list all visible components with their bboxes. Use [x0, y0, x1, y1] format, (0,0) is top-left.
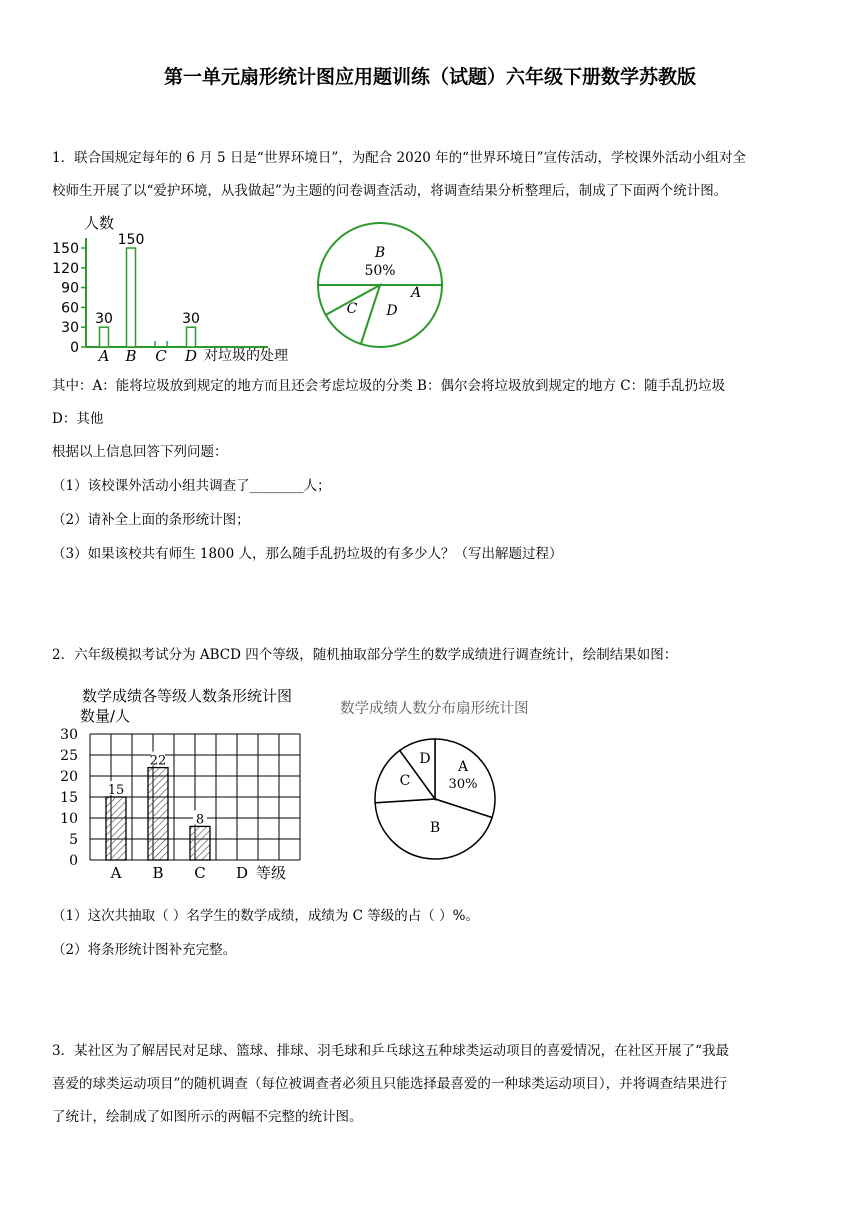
q3-text-line-3: 了统计，绘制成了如图所示的两幅不完整的统计图。 [52, 1109, 363, 1125]
chart1-ytick-label: 150 [52, 241, 79, 257]
chart3-category-A: A [110, 864, 122, 882]
q2-sub-question-2: （2）将条形统计图补充完整。 [52, 942, 237, 958]
chart4-percent-A: 30% [448, 777, 478, 792]
q1-text-line-1: 1．联合国规定每年的 6 月 5 日是“世界环境日”，为配合 2020 年的“世界环境日”宣传活动，学校课外活动小组对全 [52, 150, 746, 166]
chart4-label-A: A [457, 759, 469, 775]
chart3-ytick-label: 0 [69, 853, 78, 869]
q2-bar-chart [60, 683, 310, 883]
chart3-value-label-C: 8 [195, 812, 205, 828]
chart1-bar-A [100, 327, 109, 347]
chart1-value-label-A: 30 [95, 311, 113, 328]
document-title: 第一单元扇形统计图应用题训练（试题）六年级下册数学苏教版 [163, 66, 696, 88]
chart1-ytick-label: 90 [61, 280, 79, 297]
chart3-ytick-label: 10 [60, 811, 78, 827]
chart4-label-C: C [399, 773, 411, 789]
chart1-ytick-label: 120 [52, 260, 79, 277]
q2-pie-chart [330, 695, 550, 865]
chart3-value-label-B: 22 [149, 753, 167, 769]
chart1-ytick-label: 60 [61, 300, 79, 317]
chart4-title: 数学成绩人数分布扇形统计图 [340, 701, 529, 717]
chart3-ytick-label: 30 [60, 727, 78, 743]
q1-sub-question-3: （3）如果该校共有师生 1800 人，那么随手乱扔垃圾的有多少人？（写出解题过程） [52, 546, 563, 562]
chart3-bar-C [190, 826, 210, 860]
chart1-category-C: C [155, 347, 167, 365]
chart3-xlabel: 等级 [256, 864, 287, 882]
chart1-xlabel: 对垃圾的处理 [204, 348, 288, 364]
chart1-bar-D [187, 327, 196, 347]
chart2-percent-B: 50% [364, 263, 396, 279]
chart1-category-D: D [184, 347, 198, 365]
chart2-label-A: A [410, 285, 422, 301]
chart2-label-D: D [386, 303, 398, 319]
q2-sub-question-1: （1）这次共抽取（ ）名学生的数学成绩，成绩为 C 等级的占（ ）%。 [52, 908, 479, 924]
q3-text-line-1: 3．某社区为了解居民对足球、篮球、排球、羽毛球和乒乓球这五种球类运动项目的喜爱情况，在社区开展了“我最 [52, 1043, 729, 1059]
chart3-ylabel: 数量/人 [80, 707, 131, 725]
chart3-ytick-label: 15 [60, 790, 78, 806]
chart4-label-D: D [419, 751, 431, 767]
q1-bar-chart [48, 210, 318, 365]
q2-text-line-1: 2．六年级模拟考试分为 ABCD 四个等级，随机抽取部分学生的数学成绩进行调查统计，绘制结果如图： [52, 647, 678, 663]
chart1-ylabel: 人数 [84, 214, 115, 232]
q1-intro: 根据以上信息回答下列问题： [52, 444, 228, 460]
q3-text-line-2: 喜爱的球类运动项目”的随机调查（每位被调查者必须且只能选择最喜爱的一种球类运动项目），并将调查结果进行 [52, 1076, 728, 1092]
chart3-ytick-label: 20 [60, 769, 78, 785]
chart2-label-B: B [374, 245, 386, 261]
chart3-category-D: D [235, 864, 249, 882]
chart1-ytick-label: 0 [70, 340, 79, 356]
chart3-ytick-label: 25 [60, 748, 78, 764]
chart3-title: 数学成绩各等级人数条形统计图 [82, 687, 293, 705]
chart1-value-label-D: 30 [182, 311, 200, 328]
chart3-bar-A [106, 797, 126, 860]
chart1-category-A: A [98, 347, 110, 365]
chart3-ytick-label: 5 [69, 832, 78, 848]
q1-legend-line-2: D：其他 [52, 411, 104, 427]
chart1-value-label-B: 150 [117, 232, 145, 248]
chart1-bar-B [127, 248, 136, 347]
chart1-category-B: B [125, 347, 137, 365]
chart3-category-C: C [194, 864, 206, 882]
q1-legend-line-1: 其中：A：能将垃圾放到规定的地方而且还会考虑垃圾的分类 B：偶尔会将垃圾放到规定的地方 C：随手乱扔垃圾 [52, 378, 726, 394]
q1-sub-question-1: （1）该校课外活动小组共调查了________人； [52, 478, 331, 494]
q1-sub-question-2: （2）请补全上面的条形统计图； [52, 512, 250, 528]
q1-text-line-2: 校师生开展了以“爱护环境，从我做起”为主题的问卷调查活动，将调查结果分析整理后，制成了下面两个统计图。 [52, 183, 728, 199]
chart3-bar-B [148, 768, 168, 860]
chart3-category-B: B [152, 864, 164, 882]
chart4-label-B: B [429, 820, 441, 836]
chart1-ytick-label: 30 [61, 320, 79, 337]
chart2-label-C: C [346, 301, 358, 317]
q1-pie-chart [315, 220, 445, 350]
chart3-value-label-A: 15 [107, 783, 125, 798]
